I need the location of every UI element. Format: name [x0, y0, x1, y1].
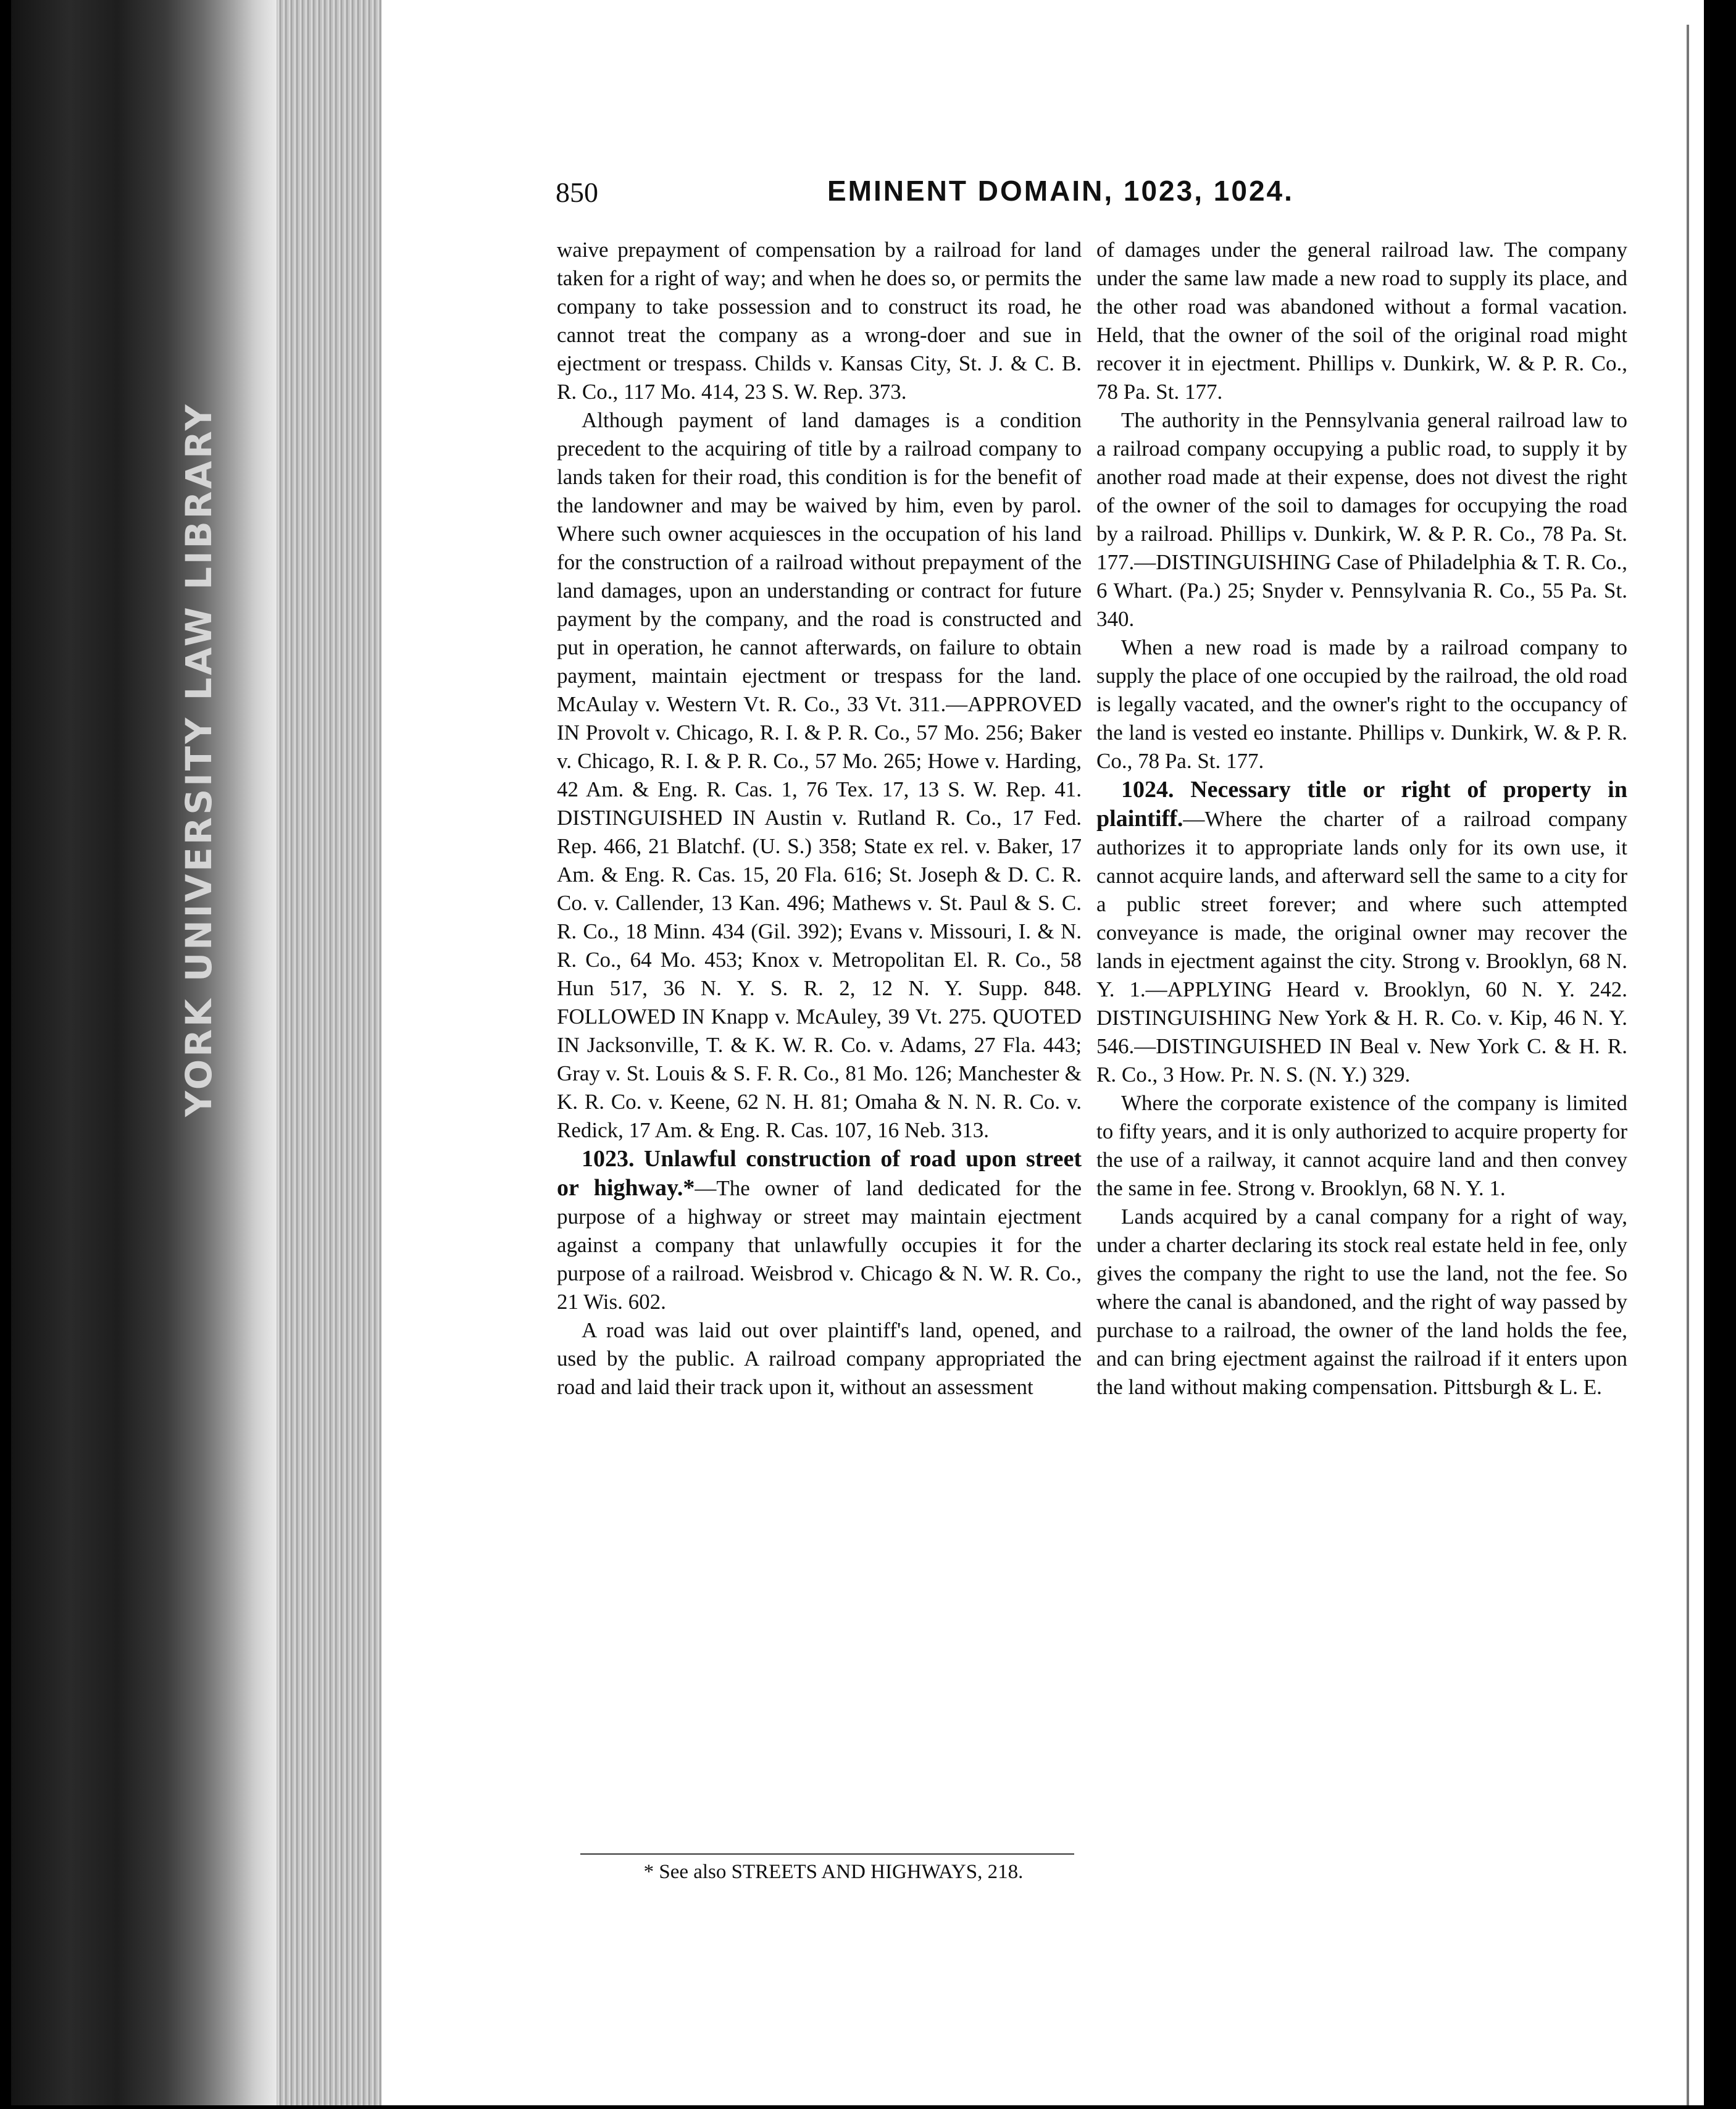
scan-border-right	[1704, 0, 1736, 2109]
footnote-rule	[580, 1853, 1074, 1855]
spine-stamp: YORK UNIVERSITY LAW LIBRARY	[178, 402, 220, 1117]
scan-border-bottom	[0, 2105, 1736, 2109]
scan-border-left	[0, 0, 11, 2109]
page-edges	[277, 0, 382, 2109]
paragraph: When a new road is made by a railroad company to supply the place of one occupied by the railroad, the old road is legally vacated, and the owner's right to the occupancy of the land is vested eo instante. Phillips v. Dunkirk, W. & P. R. Co., 78 Pa. St. 177.	[1096, 635, 1627, 773]
section-body: —Where the charter of a railroad company authorizes it to appropriate lands only for its own use, it cannot acquire lands, and afterward sell the same to a city for a public street forever; and where such attempted conveyance is made, the original owner may recover the lands in ejectment against the city. Strong v. Brooklyn, 68 N. Y. 1.—APPLYING Heard v. Brooklyn, 60 N. Y. 242. DISTINGUISHING New York & H. R. Co. v. Kip, 46 N. Y. 546.—DISTINGUISHED IN Beal v. New York C. & H. R. R. Co., 3 How. Pr. N. S. (N. Y.) 329.	[1096, 807, 1627, 1087]
section-heading: 1023. Unlawful construction of road upon street or highway.*	[557, 1146, 1082, 1201]
right-column	[1096, 236, 1627, 1401]
left-column	[557, 236, 1082, 1401]
paragraph: Although payment of land damages is a condition precedent to the acquiring of title by a railroad company to lands taken for their road, this condition is for the benefit of the landowner and may be waived by him, even by parol. Where such owner acquiesces in the occupation of his land for the construction of a railroad without prepayment of the land damages, upon an understanding or contract for future payment by the company, and the road is constructed and put in operation, he cannot afterwards, on failure to obtain payment, maintain ejectment or trespass for the land. McAulay v. Western Vt. R. Co., 33 Vt. 311.—APPROVED IN Provolt v. Chicago, R. I. & P. R. Co., 57 Mo. 256; Baker v. Chicago, R. I. & P. R. Co., 57 Mo. 265; Howe v. Harding, 42 Am. & Eng. R. Cas. 1, 76 Tex. 17, 13 S. W. Rep. 41. DISTINGUISHED IN Austin v. Rutland R. Co., 17 Fed. Rep. 466, 21 Blatchf. (U. S.) 358; State ex rel. v. Baker, 17 Am. & Eng. R. Cas. 15, 20 Fla. 616; St. Joseph & D. C. R. Co. v. Callender, 13 Kan. 496; Mathews v. St. Paul & S. C. R. Co., 18 Minn. 434 (Gil. 392); Evans v. Missouri, I. & N. R. Co., 64 Mo. 453; Knox v. Metropolitan El. R. Co., 58 Hun 517, 36 N. Y. S. R. 2, 12 N. Y. Supp. 848. FOLLOWED IN Knapp v. McAuley, 39 Vt. 275. QUOTED IN Jacksonville, T. & K. W. R. Co. v. Adams, 27 Fla. 443; Gray v. St. Louis & S. F. R. Co., 81 Mo. 126; Manchester & K. R. Co. v. Keene, 62 N. H. 81; Omaha & N. N. R. Co. v. Redick, 17 Am. & Eng. R. Cas. 107, 16 Neb. 313.	[557, 408, 1082, 1142]
section-1023	[557, 1145, 1082, 1316]
paragraph: Where the corporate existence of the company is limited to fifty years, and it is only authorized to acquire property for the use of a railway, it cannot acquire land and then convey the same in fee. Strong v. Brooklyn, 68 N. Y. 1.	[1096, 1091, 1627, 1200]
paragraph: waive prepayment of compensation by a railroad for land taken for a right of way; and when he does so, or permits the company to take possession and to construct its road, he cannot treat the company as a wrong-doer and sue in ejectment or trespass. Childs v. Kansas City, St. J. & C. B. R. Co., 117 Mo. 414, 23 S. W. Rep. 373.	[557, 238, 1082, 404]
paragraph: The authority in the Pennsylvania general railroad law to a railroad company occupying a public road, to supply it by another road made at their expense, does not divest the right of the owner of the soil to damages for occupying the road by a railroad. Phillips v. Dunkirk, W. & P. R. Co., 78 Pa. St. 177.—DISTINGUISHING Case of Philadelphia & T. R. Co., 6 Whart. (Pa.) 25; Snyder v. Pennsylvania R. Co., 55 Pa. St. 340.	[1096, 408, 1627, 631]
paragraph: of damages under the general railroad law. The company under the same law made a new road to supply its place, and the other road was abandoned without a formal vacation. Held, that the owner of the soil of the original road might recover it in ejectment. Phillips v. Dunkirk, W. & P. R. Co., 78 Pa. St. 177.	[1096, 238, 1627, 404]
page-right-rule	[1687, 25, 1689, 2109]
page-number: 850	[556, 177, 598, 208]
running-head: EMINENT DOMAIN, 1023, 1024.	[827, 175, 1294, 207]
paragraph: A road was laid out over plaintiff's land, opened, and used by the public. A railroad company appropriated the road and laid their track upon it, without an assessment	[557, 1318, 1082, 1399]
book-binding	[11, 0, 277, 2109]
paragraph: Lands acquired by a canal company for a right of way, under a charter declaring its stock real estate held in fee, only gives the company the right to use the land, not the fee. So where the canal is abandoned, and the right of way passed by purchase to a railroad, the owner of the land holds the fee, and can bring ejectment against the railroad if it enters upon the land without making compensation. Pittsburgh & L. E.	[1096, 1205, 1627, 1399]
section-heading: 1024. Necessary title or right of property in plaintiff.	[1096, 777, 1627, 832]
footnote: * See also STREETS AND HIGHWAYS, 218.	[643, 1861, 1024, 1883]
section-body: —The owner of land dedicated for the purpose of a highway or street may maintain ejectment against a company that unlawfully occupies it for the purpose of a railroad. Weisbrod v. Chicago & N. W. R. Co., 21 Wis. 602.	[557, 1176, 1082, 1314]
section-1024	[1096, 775, 1627, 1089]
